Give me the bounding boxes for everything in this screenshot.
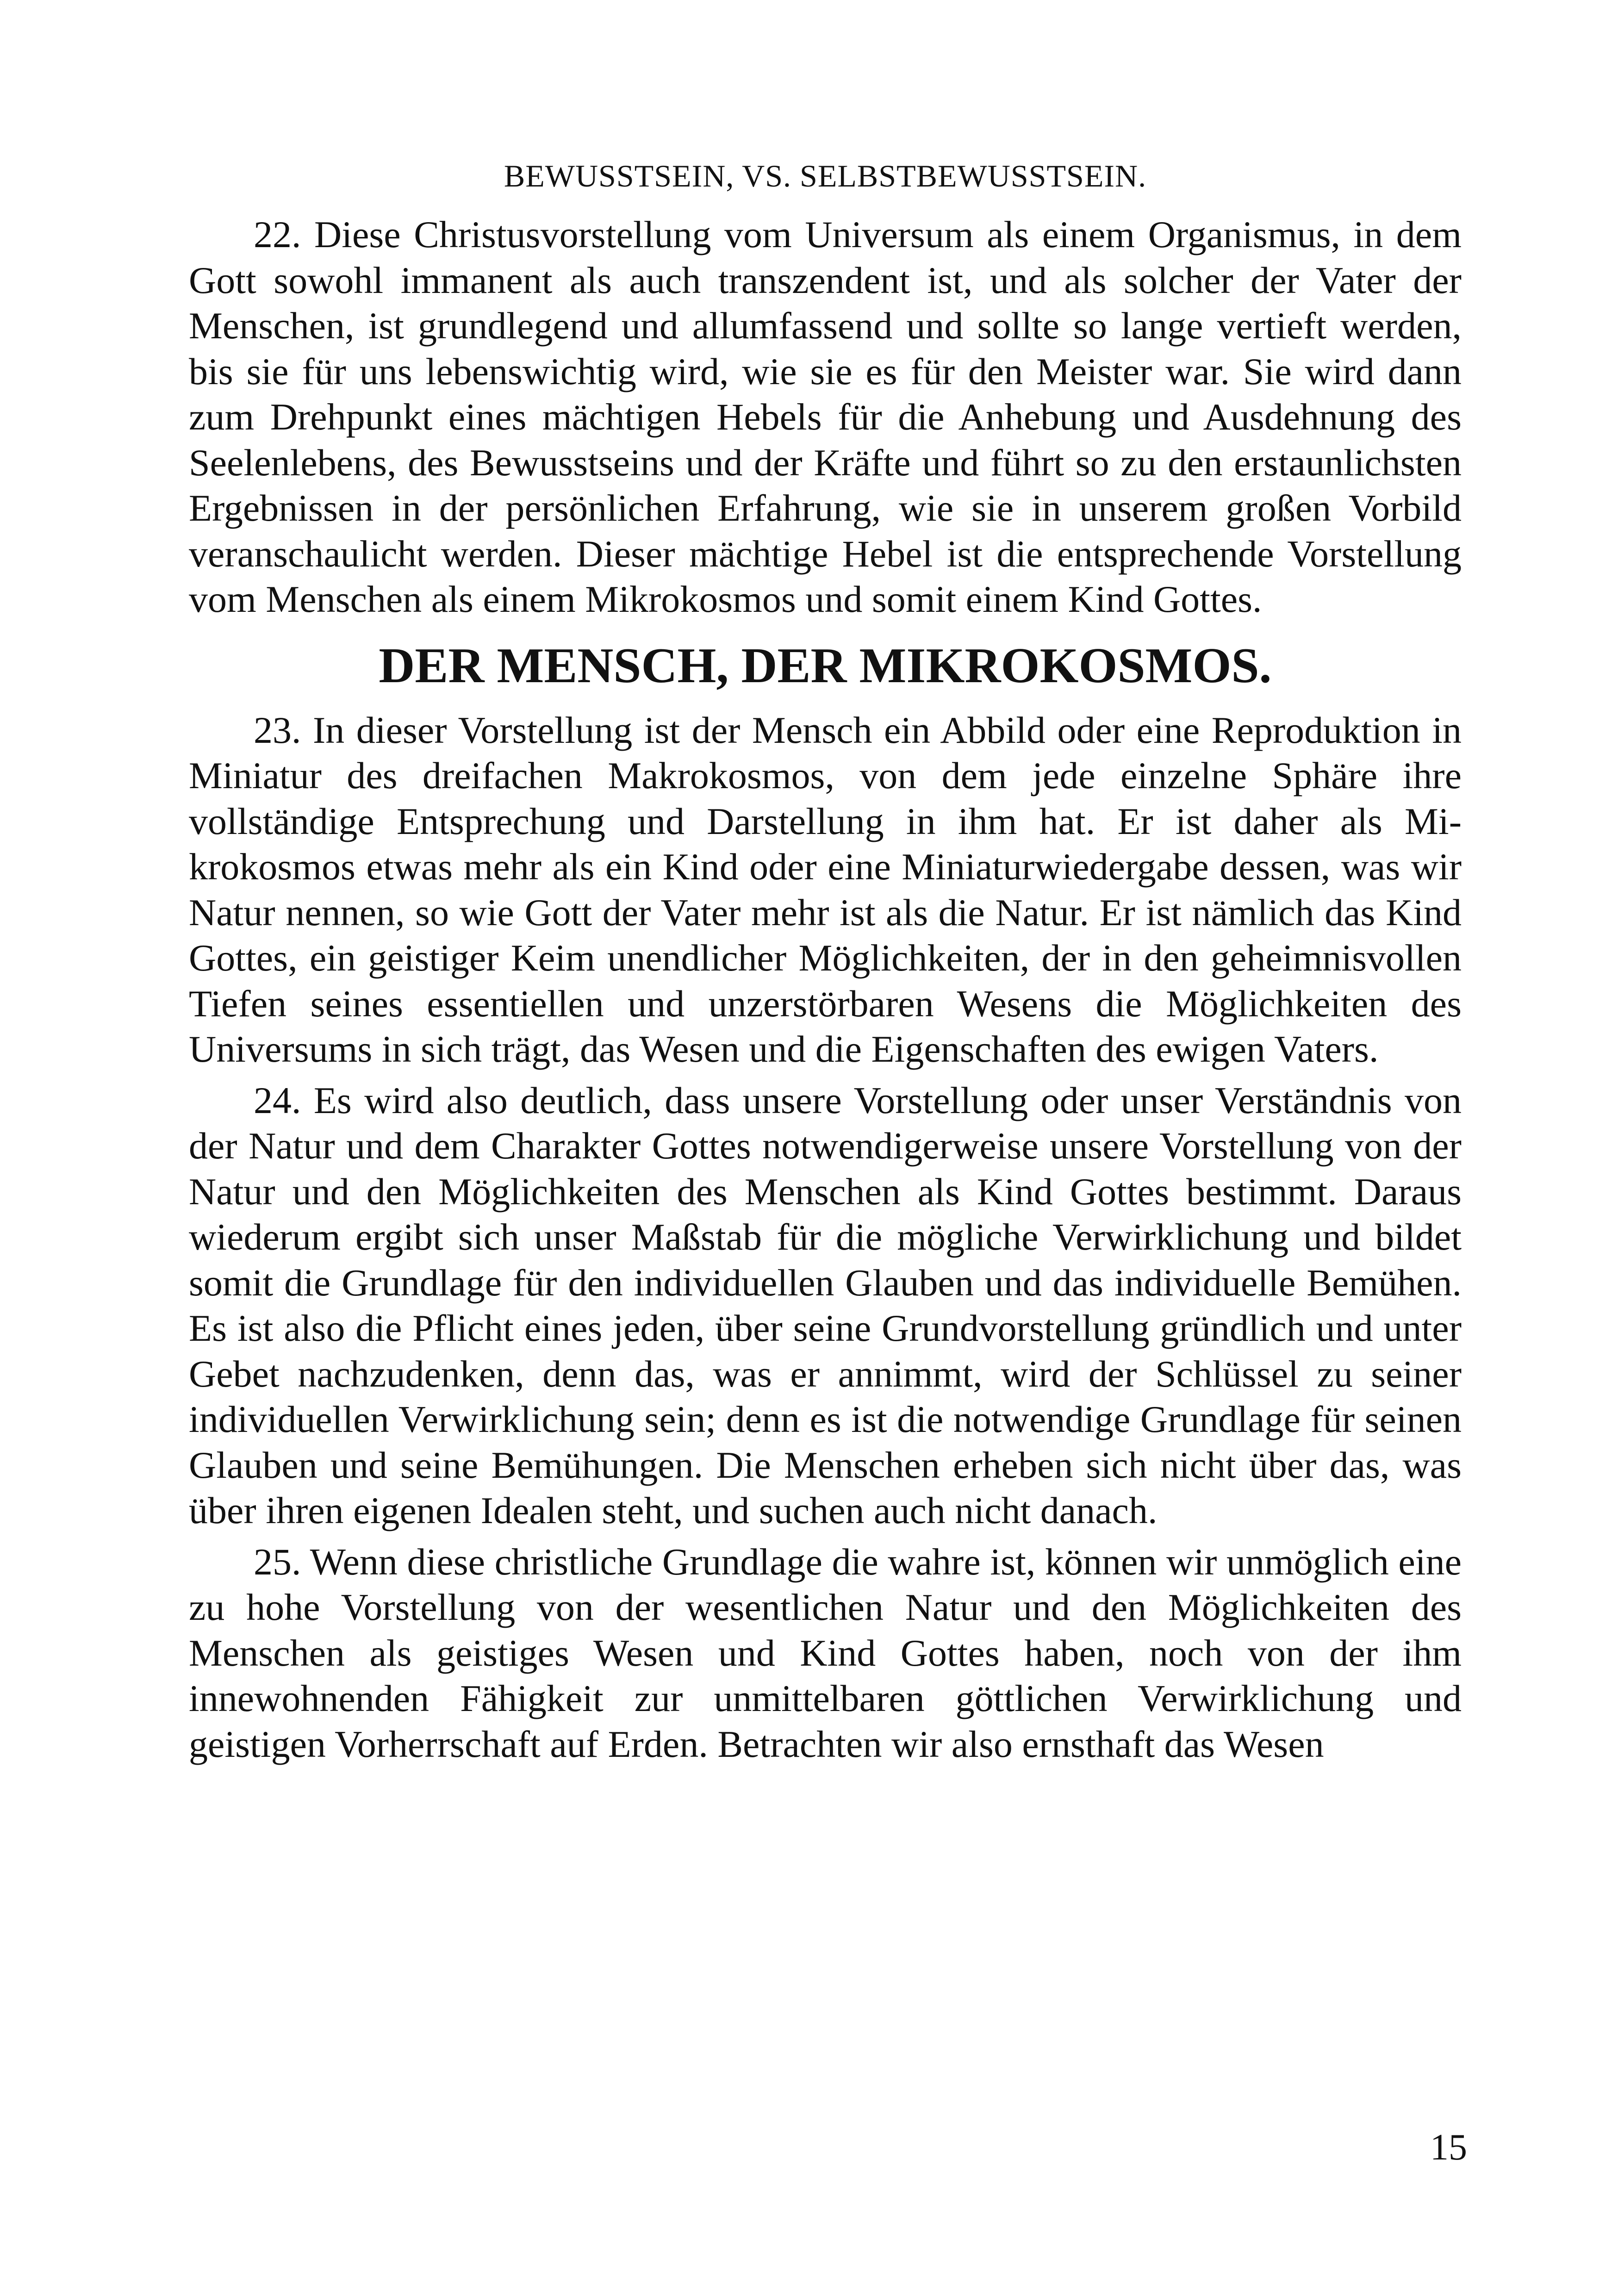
page-number: 15	[1430, 2127, 1467, 2168]
section-heading: DER MENSCH, DER MIKROKOSMOS.	[379, 638, 1272, 693]
paragraph-24: 24. Es wird also deutlich, dass unsere Vorstellung oder unser Verständnis von der Natur und dem Charakter Gottes notwendigerweise unsere Vorstellung von der Natur und den Möglichkeiten des Menschen als Kind Gottes bestimmt. Daraus wiederum ergibt sich unser Maßstab für die mögliche Verwirklichung und bildet somit die Grundlage für den individuellen Glauben und das individuelle Bemühen. Es ist also die Pflicht eines jeden, über seine Grundvorstellung gründlich und unter Gebet nachzudenken, denn das, was er annimmt, wird der Schlüssel zu seiner individuellen Verwirklichung sein; denn es ist die notwendige Grundlage für seinen Glauben und seine Bemühungen. Die Menschen erheben sich nicht über das, was über ihren eigenen Idealen steht, und suchen auch nicht danach.	[189, 1079, 1462, 1531]
paragraph-23: 23. In dieser Vorstellung ist der Mensch ein Abbild oder eine Reproduktion in Miniatur des dreifachen Makrokosmos, von dem jede einzelne Sphäre ihre vollständige Entsprechung und Darstellung in ihm hat. Er ist daher als Mikrokosmos etwas mehr als ein Kind oder eine Miniaturwiedergabe dessen, was wir Natur nennen, so wie Gott der Vater mehr ist als die Natur. Er ist nämlich das Kind Gottes, ein geistiger Keim unendlicher Möglichkeiten, der in den geheimnisvollen Tiefen seines essentiellen und unzerstörbaren Wesens die Möglichkeiten des Universums in sich trägt, das Wesen und die Eigenschaften des ewigen Vaters.	[189, 709, 1462, 1070]
page-content	[189, 153, 1462, 1773]
paragraph-22: 22. Diese Christusvorstellung vom Universum als einem Organismus, in dem Gott sowohl immanent als auch transzendent ist, und als solcher der Vater der Menschen, ist grundlegend und allumfassend und sollte so lange vertieft werden, bis sie für uns lebenswichtig wird, wie sie es für den Meister war. Sie wird dann zum Drehpunkt eines mächtigen Hebels für die Anhebung und Ausdehnung des Seelenlebens, des Bewusstseins und der Kräfte und führt so zu den erstaunlichsten Ergebnissen in der persönlichen Erfahrung, wie sie in unserem großen Vorbild veranschaulicht werden. Dieser mächtige Hebel ist die entsprechende Vorstellung vom Menschen als einem Mikrokosmos und somit einem Kind Gottes.	[189, 213, 1462, 620]
running-title: BEWUSSTSEIN, VS. SELBSTBEWUSSTSEIN.	[504, 158, 1147, 193]
paragraph-25: 25. Wenn diese christliche Grundlage die wahre ist, können wir unmöglich eine zu hohe Vorstellung von der wesentlichen Natur und den Möglichkeiten des Menschen als geistiges Wesen und Kind Gottes haben, noch von der ihm innewohnenden Fähigkeit zur unmittelbaren göttlichen Verwirklichung und geistigen Vorherrschaft auf Erden. Betrachten wir also ernsthaft das Wesen	[189, 1540, 1462, 1765]
